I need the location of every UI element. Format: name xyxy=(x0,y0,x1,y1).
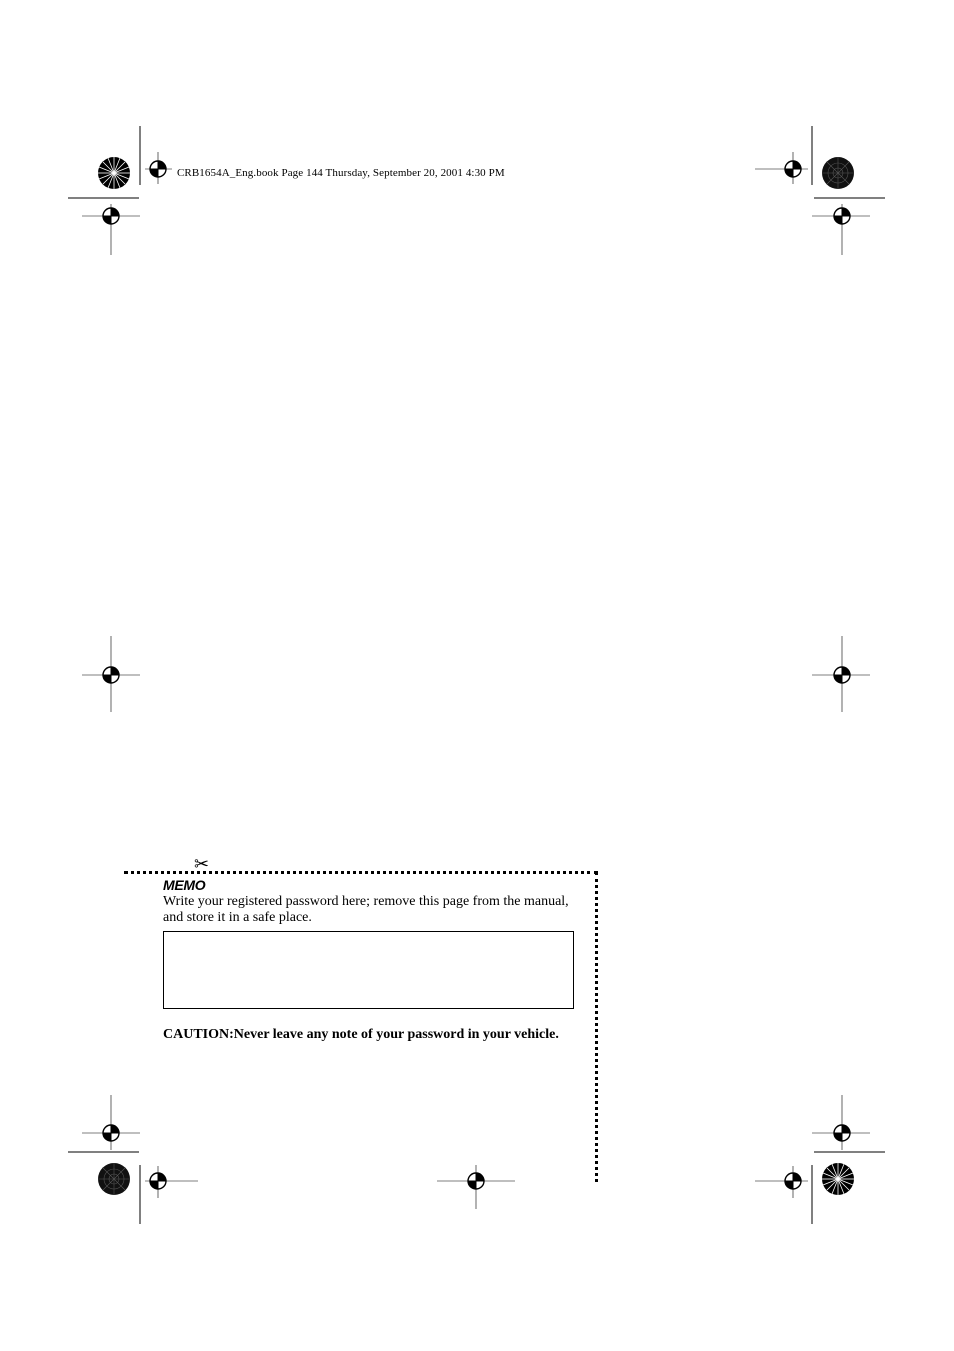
memo-title: MEMO xyxy=(163,877,206,893)
print-header-file-info: CRB1654A_Eng.book Page 144 Thursday, September 20, 2001 4:30 PM xyxy=(177,167,505,179)
scissors-icon: ✂ xyxy=(194,854,210,875)
caution-note: CAUTION:Never leave any note of your password in your vehicle. xyxy=(163,1027,559,1042)
password-write-box[interactable] xyxy=(163,931,574,1009)
memo-instructions: Write your registered password here; remove this page from the manual, and store it in a safe place. xyxy=(163,894,569,925)
cut-line-right xyxy=(595,872,598,1182)
